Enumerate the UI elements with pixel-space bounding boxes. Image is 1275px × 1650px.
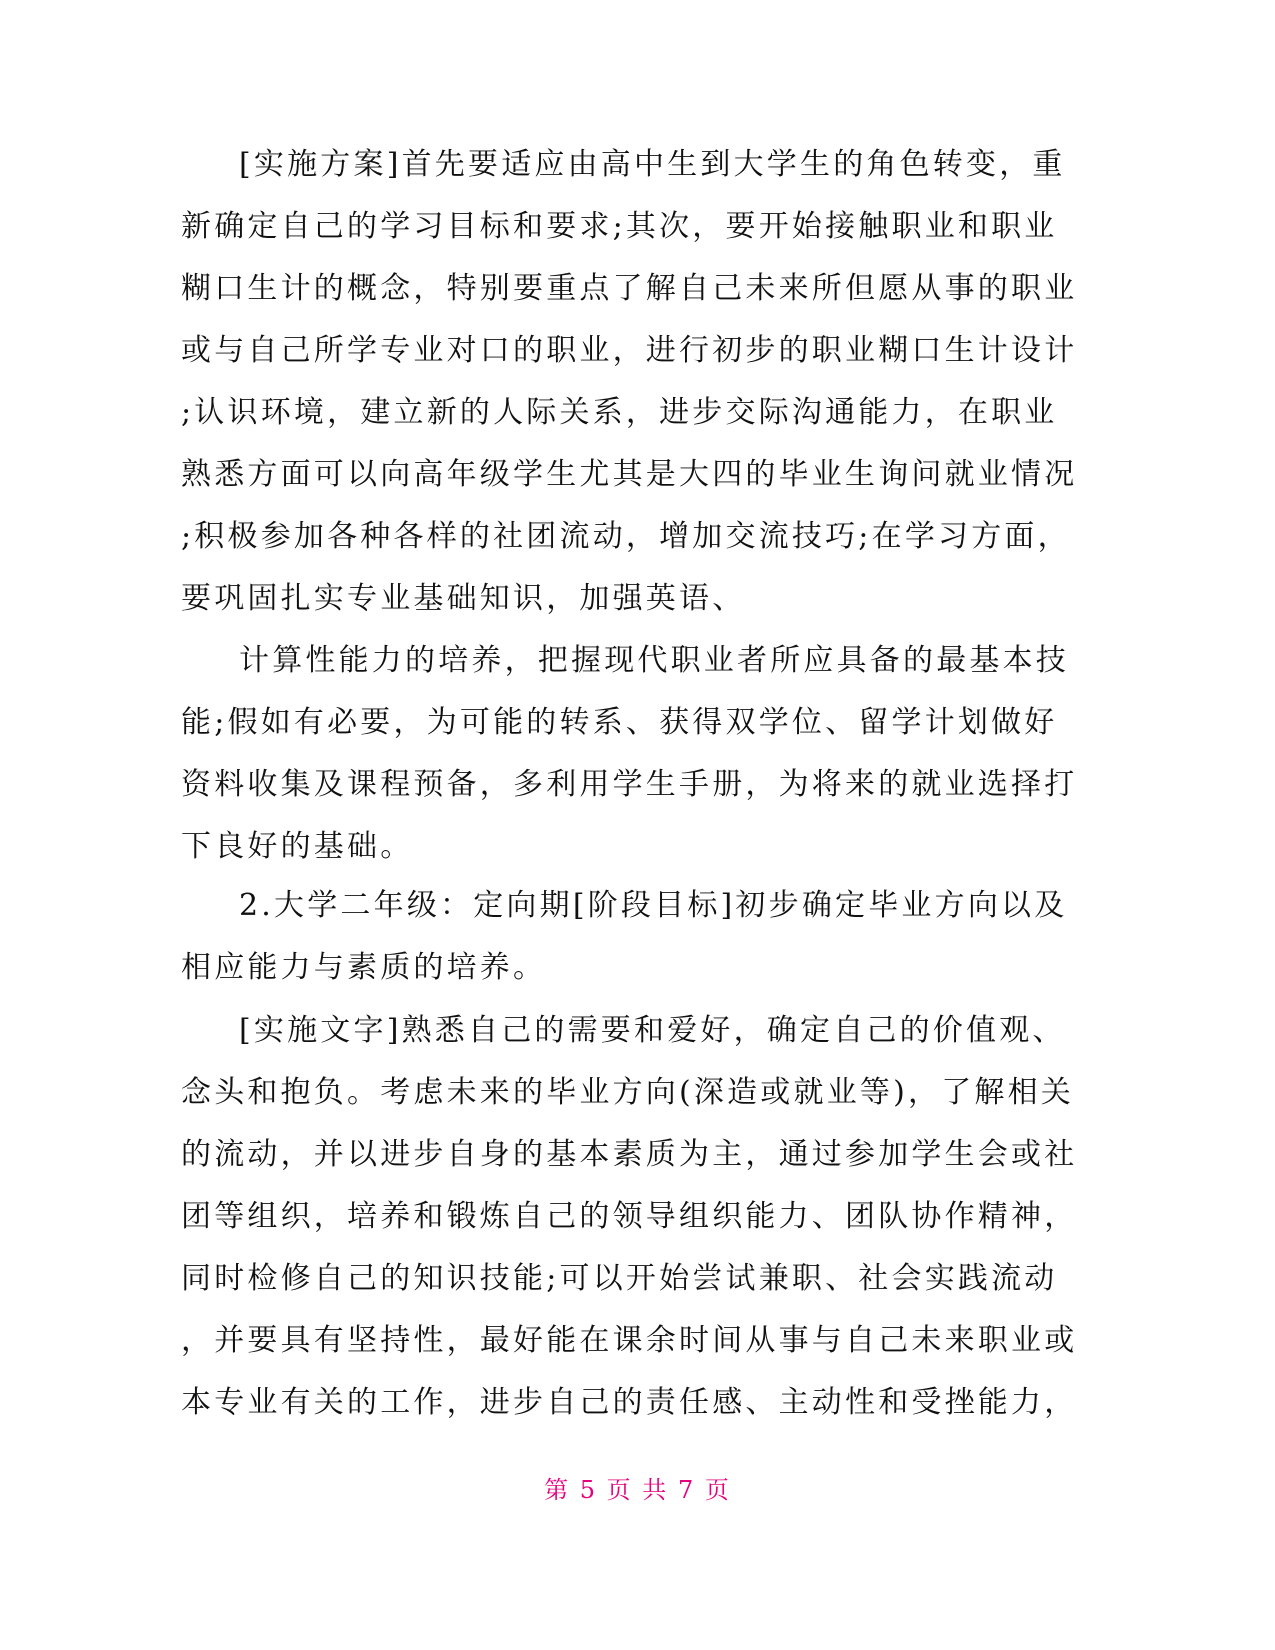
text-line: 团等组织，培养和锻炼自己的领导组织能力、团队协作精神， [181, 1199, 1078, 1234]
paragraph-second-year-goal [181, 875, 1068, 999]
paragraph-implementation-plan-1 [181, 134, 1078, 630]
paragraph-implementation-text [181, 1000, 1078, 1434]
text-line: 糊口生计的概念，特别要重点了解自己未来所但愿从事的职业 [181, 271, 1078, 306]
text-line: ，并要具有坚持性，最好能在课余时间从事与自己未来职业或 [181, 1323, 1078, 1358]
paragraph-skills-training [181, 630, 1078, 878]
text-line: 下良好的基础。 [181, 829, 414, 864]
text-line: ;认识环境，建立新的人际关系，进步交际沟通能力，在职业 [181, 395, 1058, 430]
text-line: 的流动，并以进步自身的基本素质为主，通过参加学生会或社 [181, 1137, 1078, 1172]
text-line: ;积极参加各种各样的社团流动，增加交流技巧;在学习方面， [181, 519, 1071, 554]
text-line: 同时检修自己的知识技能;可以开始尝试兼职、社会实践流动 [181, 1261, 1058, 1296]
text-line: 2.大学二年级：定向期[阶段目标]初步确定毕业方向以及 [239, 888, 1068, 923]
text-line: [实施文字]熟悉自己的需要和爱好，确定自己的价值观、 [239, 1013, 1066, 1048]
text-line: 能;假如有必要，为可能的转系、获得双学位、留学计划做好 [181, 705, 1058, 740]
text-line: 本专业有关的工作，进步自己的责任感、主动性和受挫能力， [181, 1385, 1078, 1420]
text-line: 或与自己所学专业对口的职业，进行初步的职业糊口生计设计 [181, 333, 1078, 368]
text-line: 相应能力与素质的培养。 [181, 950, 547, 985]
text-line: 计算性能力的培养，把握现代职业者所应具备的最基本技 [239, 643, 1069, 678]
text-line: 念头和抱负。考虑未来的毕业方向(深造或就业等)，了解相关 [181, 1075, 1075, 1110]
text-line: 资料收集及课程预备，多利用学生手册，为将来的就业选择打 [181, 767, 1078, 802]
text-line: 要巩固扎实专业基础知识，加强英语、 [181, 581, 746, 616]
page-number-footer: 第 5 页 共 7 页 [544, 1476, 731, 1504]
text-line: [实施方案]首先要适应由高中生到大学生的角色转变，重 [239, 147, 1066, 182]
text-line: 熟悉方面可以向高年级学生尤其是大四的毕业生询问就业情况 [181, 457, 1078, 492]
text-line: 新确定自己的学习目标和要求;其次，要开始接触职业和职业 [181, 209, 1058, 244]
